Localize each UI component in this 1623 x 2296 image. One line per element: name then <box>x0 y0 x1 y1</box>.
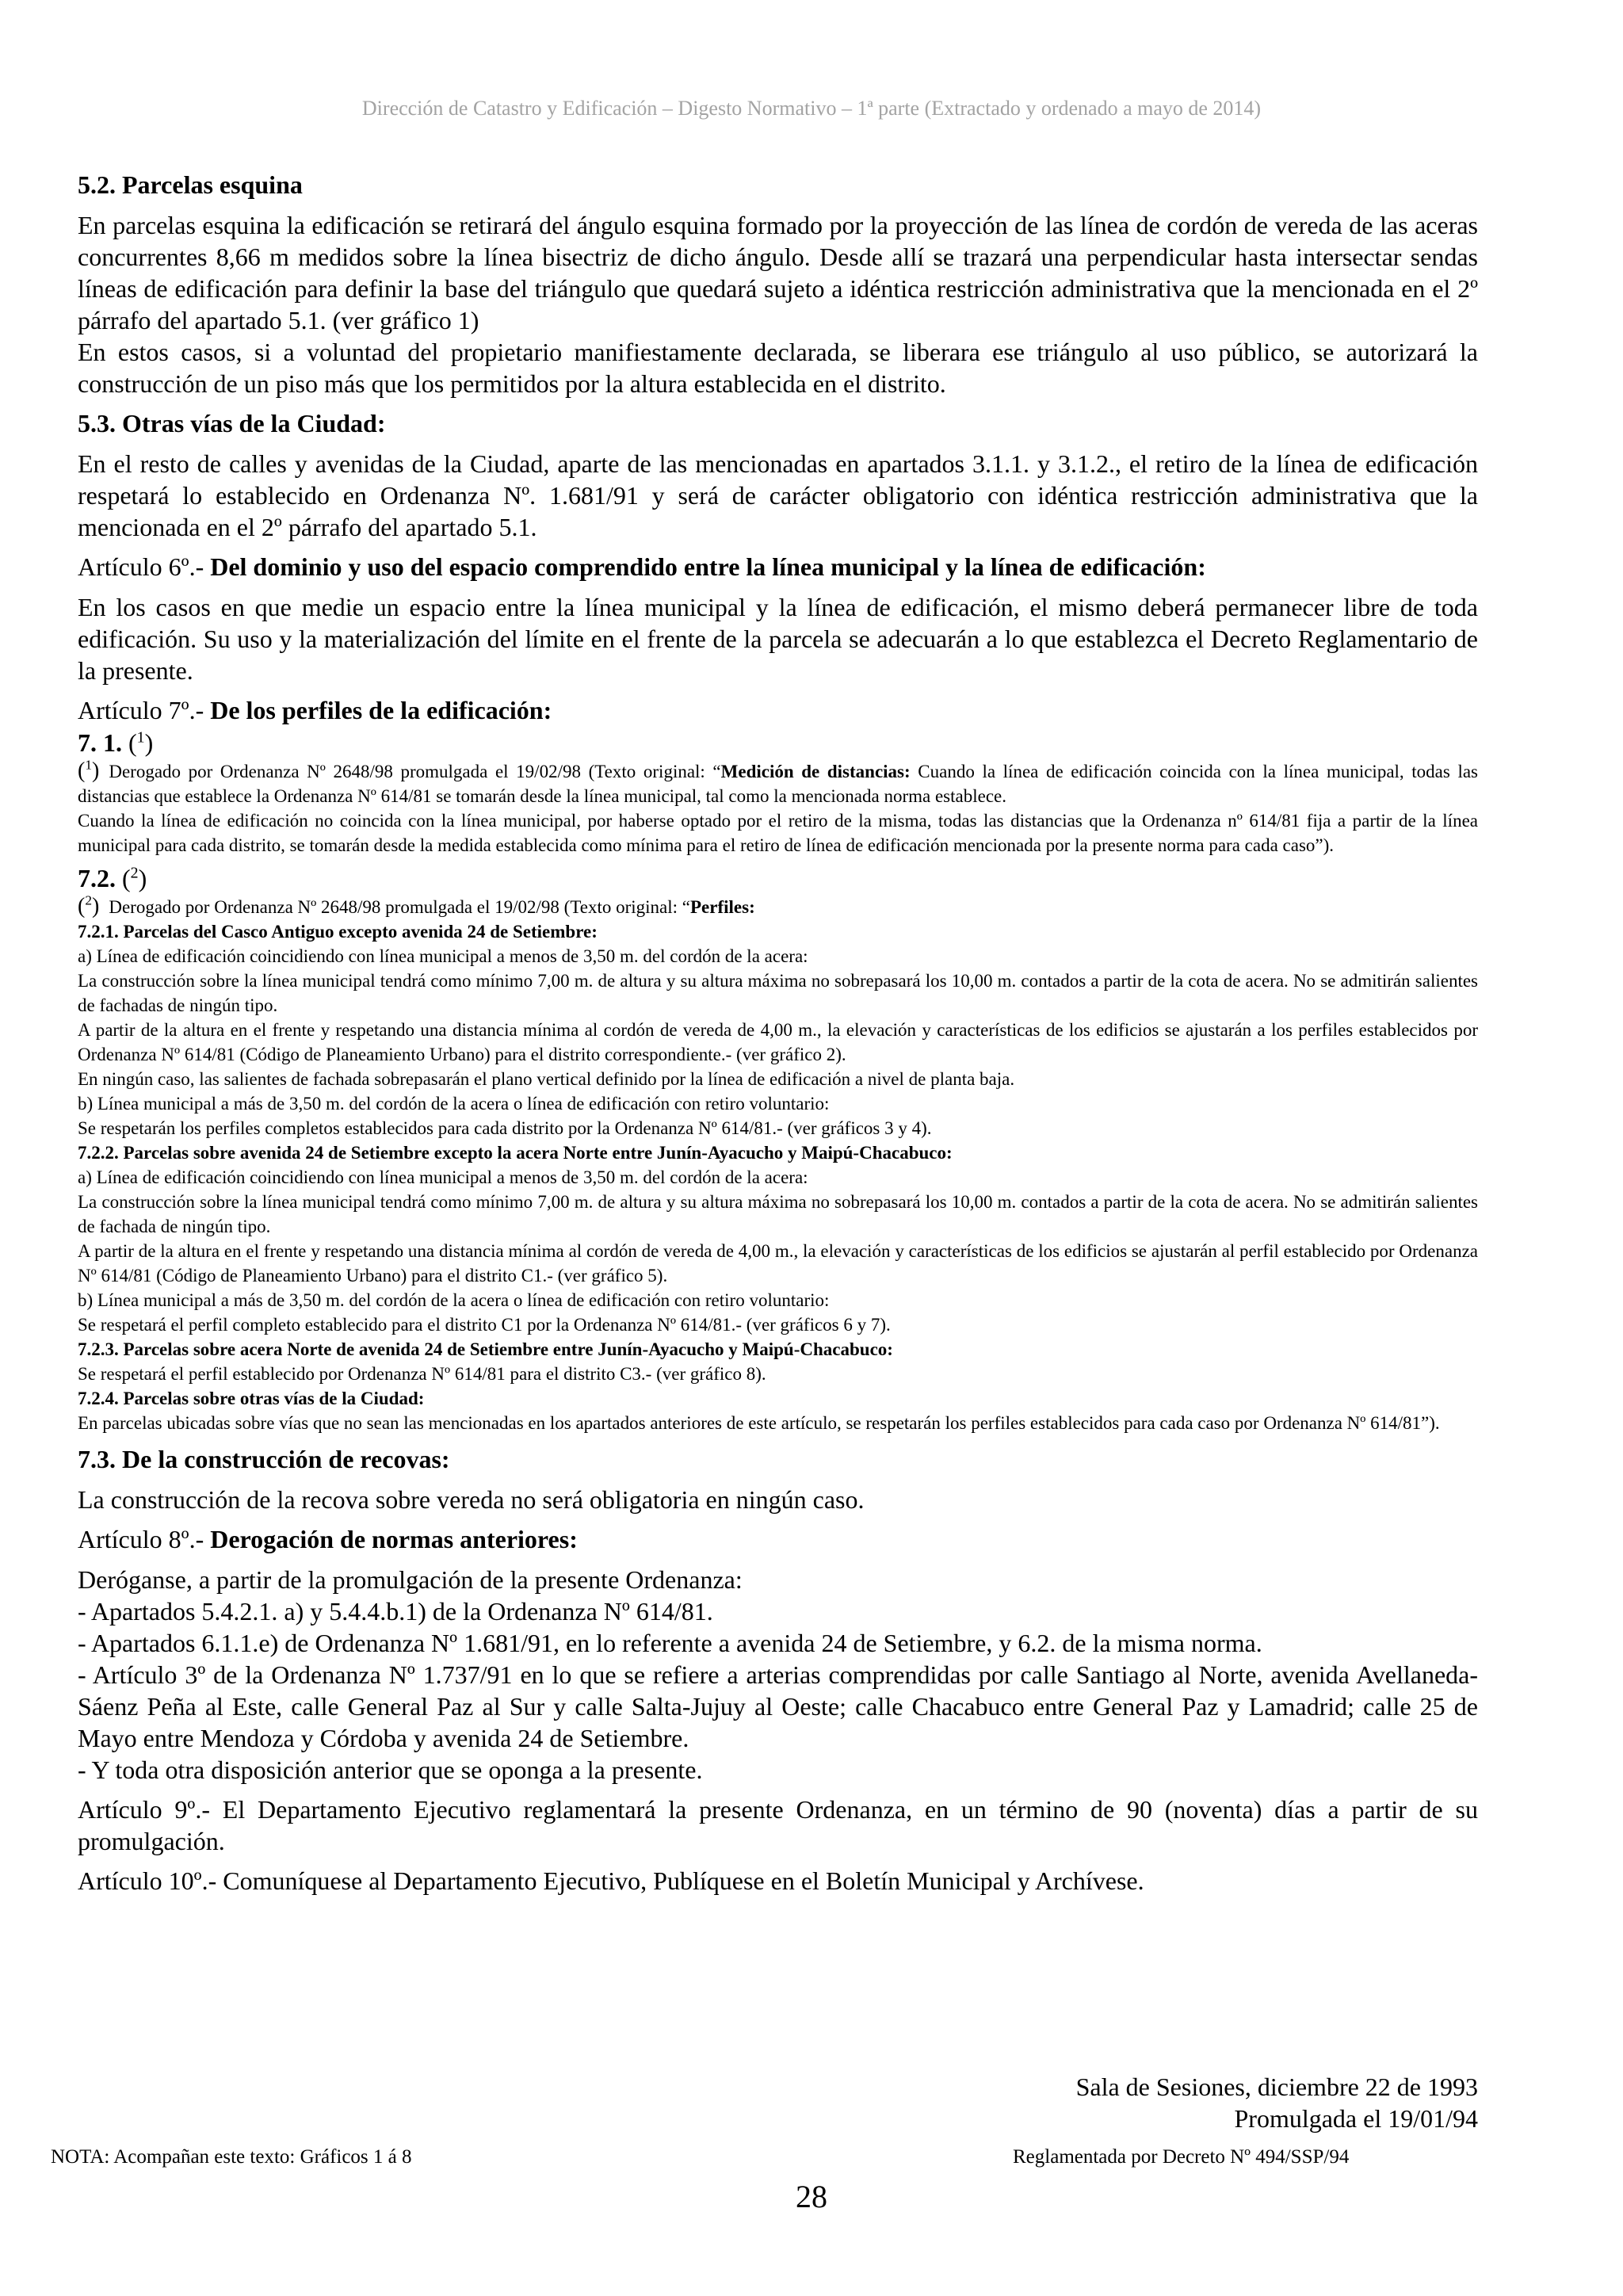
subsection-7-2-2-b: b) Línea municipal a más de 3,50 m. del cordón de la acera o línea de edificación con retiro voluntario: <box>78 1290 830 1310</box>
article-7-title: De los perfiles de la edificación: <box>210 696 552 724</box>
article-8-label: Artículo 8º.- <box>78 1525 211 1553</box>
section-5-2-paragraph-2: En estos casos, si a voluntad del propietario manifiestamente declarada, se liberara ese triángulo al uso público, se autorizará la construcción de un piso más que los permitidos por la altura establecida en el distrito. <box>78 338 1478 398</box>
article-6-label: Artículo 6º.- <box>78 552 211 581</box>
footnote-ref-1: ($^1$) <box>128 728 154 757</box>
page-number: 28 <box>796 2179 827 2214</box>
article-6-paragraph: En los casos en que medie un espacio entre la línea municipal y la línea de edificación, el mismo deberá permanecer libre de toda edificación. Su uso y la materialización del límite en el frente de la parcela se adecuarán a lo que establezca el Decreto Reglamentario de la presente. <box>78 593 1478 685</box>
subsection-7-2-3-p1: Se respetará el perfil establecido por Ordenanza Nº 614/81 para el distrito C3.- (ver gráfico 8). <box>78 1364 766 1384</box>
subsection-7-2-1-title: 7.2.1. Parcelas del Casco Antiguo excepto avenida 24 de Setiembre: <box>78 922 598 942</box>
section-7-1-heading <box>78 727 1478 758</box>
subsection-7-2-3-title: 7.2.3. Parcelas sobre acera Norte de avenida 24 de Setiembre entre Junín-Ayacucho y Maipú-Chacabuco: <box>78 1339 893 1359</box>
footnote-ref-2: ($^2$) <box>122 864 147 892</box>
section-5-3-paragraph: En el resto de calles y avenidas de la Ciudad, aparte de las mencionadas en apartados 3.1.1. y 3.1.2., el retiro de la línea de edificación respetará lo establecido en Ordenanza Nº. 1.681/91 y será de carácter obligatorio con idéntica restricción administrativa que la mencionada en el 2º párrafo del apartado 5.1. <box>78 449 1478 541</box>
footnote-1-bold: Medición de distancias: <box>720 762 911 781</box>
subsection-7-2-2-p3: Se respetará el perfil completo establecido para el distrito C1 por la Ordenanza Nº 614/81.- (ver gráficos 6 y 7). <box>78 1315 891 1335</box>
subsection-7-2-1-p1: La construcción sobre la línea municipal tendrá como mínimo 7,00 m. de altura y su altura máxima no sobrepasará los 10,00 m. contados a partir de la cota de acera. No se admitirán salientes de fachadas de ningún tipo. <box>78 971 1478 1015</box>
footer-note: NOTA: Acompañan este texto: Gráficos 1 á 8 <box>51 2146 412 2168</box>
article-8-item: - Apartados 6.1.1.e) de Ordenanza Nº 1.681/91, en lo referente a avenida 24 de Setiembre, y 6.2. de la misma norma. <box>78 1629 1262 1657</box>
subsection-7-2-4-p1: En parcelas ubicadas sobre vías que no sean las mencionadas en los apartados anteriores de este artículo, se respetarán los perfiles establecidos para cada caso por Ordenanza Nº 614/81”). <box>78 1413 1440 1433</box>
subsection-7-2-1-p2: A partir de la altura en el frente y respetando una distancia mínima al cordón de vereda de 4,00 m., la elevación y características de los edificios se ajustarán a los perfiles establecidos por Ordenanza Nº 614/81 (Código de Planeamiento Urbano) para el distrito correspondiente.- (ver gráfico 2). <box>78 1020 1478 1064</box>
article-10: Artículo 10º.- Comuníquese al Departamento Ejecutivo, Publíquese en el Boletín Municipal y Archívese. <box>78 1866 1144 1895</box>
section-5-2-paragraph-1: En parcelas esquina la edificación se retirará del ángulo esquina formado por la proyección de las línea de cordón de vereda de las aceras concurrentes 8,66 m medidos sobre la línea bisectriz de dicho ángulo. Desde allí se trazará una perpendicular hasta intersectar sendas líneas de edificación para definir la base del triángulo que quedará sujeto a idéntica restricción administrativa que la mencionada en el 2º párrafo del apartado 5.1. (ver gráfico 1) <box>78 211 1478 334</box>
subsection-7-2-1-b: b) Línea municipal a más de 3,50 m. del cordón de la acera o línea de edificación con retiro voluntario: <box>78 1094 830 1114</box>
article-8-item: - Artículo 3º de la Ordenanza Nº 1.737/91 en lo que se refiere a arterias comprendidas por calle Santiago al Norte, avenida Avellaneda-Sáenz Peña al Este, calle General Paz al Sur y calle Salta-Jujuy al Oeste; calle Chacabuco entre General Paz y Lamadrid; calle 25 de Mayo entre Mendoza y Córdoba y avenida 24 de Setiembre. <box>78 1660 1478 1752</box>
document-body <box>78 169 1478 1897</box>
promulgation-date: Promulgada el 19/01/94 <box>1234 2104 1478 2133</box>
footnote-2-marker: ($^2$) <box>78 892 100 919</box>
footnote-1-marker: ($^1$) <box>78 757 100 783</box>
article-8-title: Derogación de normas anteriores: <box>210 1525 578 1553</box>
subsection-7-2-1-p3: En ningún caso, las salientes de fachada sobrepasarán el plano vertical definido por la línea de edificación a nivel de planta baja. <box>78 1069 1015 1089</box>
article-8-item: - Apartados 5.4.2.1. a) y 5.4.4.b.1) de la Ordenanza Nº 614/81. <box>78 1597 713 1626</box>
footnote-1-paragraph-2: Cuando la línea de edificación no coincida con la línea municipal, por haberse optado por el retiro de la misma, todas las distancias que la Ordenanza nº 614/81 fija a partir de la línea municipal para cada distrito, se tomarán desde la medida establecida como mínima para el retiro de línea de edificación mencionada por la presente norma para cada caso”). <box>78 811 1478 855</box>
section-7-2-number: 7.2. <box>78 864 116 892</box>
subsection-7-2-1-a: a) Línea de edificación coincidiendo con línea municipal a menos de 3,50 m. del cordón de la acera: <box>78 946 808 966</box>
subsection-7-2-2-p1: La construcción sobre la línea municipal tendrá como mínimo 7,00 m. de altura y su altura máxima no sobrepasará los 10,00 m. contados a partir de la cota de acera. No se admitirán salientes de fachada de ningún tipo. <box>78 1192 1478 1236</box>
subsection-7-2-2-title: 7.2.2. Parcelas sobre avenida 24 de Setiembre excepto la acera Norte entre Junín-Ayacucho y Maipú-Chacabuco: <box>78 1143 953 1163</box>
article-9: Artículo 9º.- El Departamento Ejecutivo reglamentará la presente Ordenanza, en un término de 90 (noventa) días a partir de su promulgación. <box>78 1795 1478 1855</box>
article-6-heading <box>78 551 1478 583</box>
subsection-7-2-2-p2: A partir de la altura en el frente y respetando una distancia mínima al cordón de vereda de 4,00 m., la elevación y características de los edificios se ajustarán al perfil establecido por Ordenanza Nº 614/81 (Código de Planeamiento Urbano) para el distrito C1.- (ver gráfico 5). <box>78 1241 1478 1286</box>
signature-block <box>1076 2071 1478 2134</box>
article-8-heading <box>78 1523 1478 1556</box>
article-7-heading <box>78 694 1478 727</box>
session-date: Sala de Sesiones, diciembre 22 de 1993 <box>1075 2073 1478 2101</box>
article-6-title: Del dominio y uso del espacio comprendido entre la línea municipal y la línea de edificación: <box>210 552 1206 581</box>
page-header: Dirección de Catastro y Edificación – Digesto Normativo – 1ª parte (Extractado y ordenado a mayo de 2014) <box>361 97 1262 120</box>
article-8-item: - Y toda otra disposición anterior que se oponga a la presente. <box>78 1755 703 1784</box>
subsection-7-2-1-p4: Se respetarán los perfiles completos establecidos para cada distrito por la Ordenanza Nº 614/81.- (ver gráficos 3 y 4). <box>78 1118 932 1138</box>
subsection-7-2-4-title: 7.2.4. Parcelas sobre otras vías de la Ciudad: <box>78 1389 425 1408</box>
section-7-3-title: 7.3. De la construcción de recovas: <box>78 1445 450 1473</box>
section-7-2-heading <box>78 862 1478 894</box>
footnote-1: ($^1$) Derogado por Ordenanza Nº 2648/98 promulgada el 19/02/98 (Texto original: “Medición de distancias: Cuando la línea de edificación coincida con la línea municipal, todas las distancias que establece la Ordenanza Nº 614/81 se tomarán desde la línea municipal, tal como la mencionada norma establece. <box>78 757 1479 806</box>
article-8-intro: Deróganse, a partir de la promulgación de la presente Ordenanza: <box>78 1565 743 1594</box>
footnote-2: ($^2$) Derogado por Ordenanza Nº 2648/98 promulgada el 19/02/98 (Texto original: “Perfiles: <box>78 892 755 919</box>
section-5-2-title: 5.2. Parcelas esquina <box>78 170 303 199</box>
section-5-3-title: 5.3. Otras vías de la Ciudad: <box>78 409 386 437</box>
section-7-3-paragraph: La construcción de la recova sobre vereda no será obligatoria en ningún caso. <box>78 1485 865 1514</box>
footnote-2-bold: Perfiles: <box>690 897 755 917</box>
article-7-label: Artículo 7º.- <box>78 696 211 724</box>
subsection-7-2-2-a: a) Línea de edificación coincidiendo con línea municipal a menos de 3,50 m. del cordón de la acera: <box>78 1167 808 1187</box>
section-7-1-number: 7. 1. <box>78 728 122 757</box>
footer-decree: Reglamentada por Decreto Nº 494/SSP/94 <box>1013 2146 1350 2168</box>
